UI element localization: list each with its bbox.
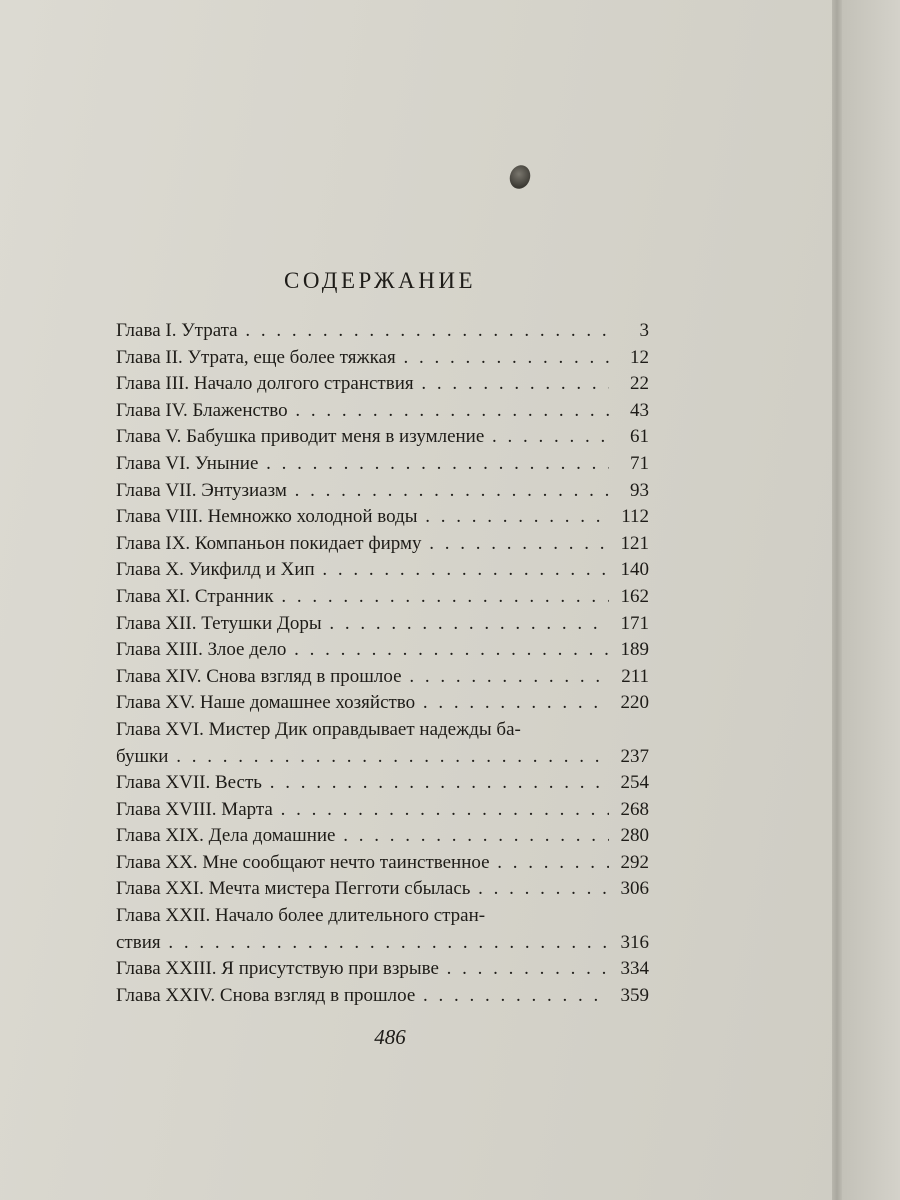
toc-entry xyxy=(116,584,649,611)
toc-entry xyxy=(116,504,649,531)
toc-heading: СОДЕРЖАНИЕ xyxy=(283,268,476,293)
toc-entry-title: Глава XIV. Снова взгляд в прошлое . . . xyxy=(116,664,609,691)
toc-entry xyxy=(116,876,649,903)
ink-spot xyxy=(506,162,533,191)
toc-entry-page: 268 xyxy=(620,798,649,820)
toc-entry xyxy=(116,451,649,478)
toc-entry xyxy=(116,371,649,398)
toc-entry-page: 334 xyxy=(620,958,649,980)
toc-entry-page: 280 xyxy=(620,825,649,847)
toc-entry xyxy=(116,797,649,824)
toc-entry-title: Глава IV. Блаженство . . . xyxy=(116,398,609,425)
toc-entry-page: 316 xyxy=(620,931,649,953)
toc-entry-title: Глава XIII. Злое дело . . . xyxy=(116,637,609,664)
toc-entry-page: 3 xyxy=(639,320,649,341)
toc-entry xyxy=(116,398,649,425)
toc-entry-title: ствия . . . xyxy=(116,930,609,957)
toc-entry-page: 220 xyxy=(620,692,649,714)
toc-entry-title: Глава XX. Мне сообщают нечто таинственное . . . xyxy=(116,850,609,877)
toc-entry xyxy=(116,744,649,771)
toc-entry xyxy=(116,478,649,505)
toc-entry-title: Глава VII. Энтузиазм . . . xyxy=(116,478,609,505)
toc-entry xyxy=(116,930,649,957)
toc-entry-title: Глава VI. Уныние . . . xyxy=(116,451,609,478)
toc-entry-page: 306 xyxy=(620,878,649,900)
toc-entry-page: 292 xyxy=(620,851,649,873)
toc-entry-title: Глава XIX. Дела домашние . . . xyxy=(116,823,609,850)
toc-entry xyxy=(116,717,649,744)
toc-entry-title: Глава XVII. Весть . . . xyxy=(116,770,609,797)
toc-entry xyxy=(116,983,649,1010)
page-edge xyxy=(832,0,842,1200)
toc-entry xyxy=(116,770,649,797)
toc-entry-page: 140 xyxy=(620,559,649,581)
toc-entry xyxy=(116,664,649,691)
toc-entry-page: 43 xyxy=(630,399,649,421)
toc-entry-title: Глава V. Бабушка приводит меня в изумление . . . xyxy=(116,424,609,451)
toc-entry-title: Глава I. Утрата . . . xyxy=(116,318,609,345)
toc-entry-title: Глава XI. Странник . . . xyxy=(116,584,609,611)
toc-entry-title: Глава XVI. Мистер Дик оправдывает надежды ба- xyxy=(116,718,521,740)
toc-entry-title: Глава XXIII. Я присутствую при взрыве . . . xyxy=(116,956,609,983)
toc-entry xyxy=(116,345,649,372)
toc-entry-page: 171 xyxy=(620,612,649,634)
toc-entry xyxy=(116,557,649,584)
toc-entry-page: 93 xyxy=(630,479,649,501)
toc-entry-page: 189 xyxy=(620,639,649,661)
toc-entry-title: Глава XII. Тетушки Доры . . . xyxy=(116,611,609,638)
toc-entry-title: Глава IX. Компаньон покидает фирму . . . xyxy=(116,531,609,558)
toc-entry-page: 12 xyxy=(630,346,649,368)
toc-entry xyxy=(116,690,649,717)
page-number: 486 xyxy=(374,1025,406,1049)
toc-entry-page: 254 xyxy=(620,772,649,794)
toc-entry-title: Глава II. Утрата, еще более тяжкая . . . xyxy=(116,345,609,372)
toc-entry xyxy=(116,318,649,345)
toc-entry xyxy=(116,637,649,664)
toc-entry-page: 71 xyxy=(630,452,649,474)
toc-entry-title: Глава XV. Наше домашнее хозяйство . . . xyxy=(116,690,609,717)
toc-entry-page: 22 xyxy=(630,373,649,395)
toc-entry-page: 162 xyxy=(620,585,649,607)
toc-entry-title: Глава XXI. Мечта мистера Пегготи сбылась . . . xyxy=(116,876,609,903)
toc-entry-title: Глава VIII. Немножко холодной воды . . . xyxy=(116,504,609,531)
adjacent-page xyxy=(842,0,900,1200)
toc-entry xyxy=(116,424,649,451)
toc-entry-page: 112 xyxy=(621,506,649,528)
toc-entry-title: Глава XVIII. Марта . . . xyxy=(116,797,609,824)
toc-entry-page: 121 xyxy=(620,532,649,554)
toc-entry xyxy=(116,823,649,850)
toc-entry xyxy=(116,611,649,638)
toc-entry-title: Глава X. Уикфилд и Хип . . . xyxy=(116,557,609,584)
toc-entry-title: Глава III. Начало долгого странствия . . . xyxy=(116,371,609,398)
toc-entry xyxy=(116,903,649,930)
toc-entry-page: 211 xyxy=(621,665,649,687)
table-of-contents xyxy=(116,318,649,1009)
toc-entry-page: 237 xyxy=(620,745,649,767)
toc-entry-page: 61 xyxy=(630,426,649,448)
toc-entry xyxy=(116,956,649,983)
toc-entry xyxy=(116,531,649,558)
toc-entry-title: бушки . . . xyxy=(116,744,609,771)
toc-entry-page: 359 xyxy=(620,984,649,1006)
toc-entry-title: Глава XXII. Начало более длительного стран- xyxy=(116,905,486,927)
toc-entry-title: Глава XXIV. Снова взгляд в прошлое . . . xyxy=(116,983,609,1010)
toc-entry xyxy=(116,850,649,877)
